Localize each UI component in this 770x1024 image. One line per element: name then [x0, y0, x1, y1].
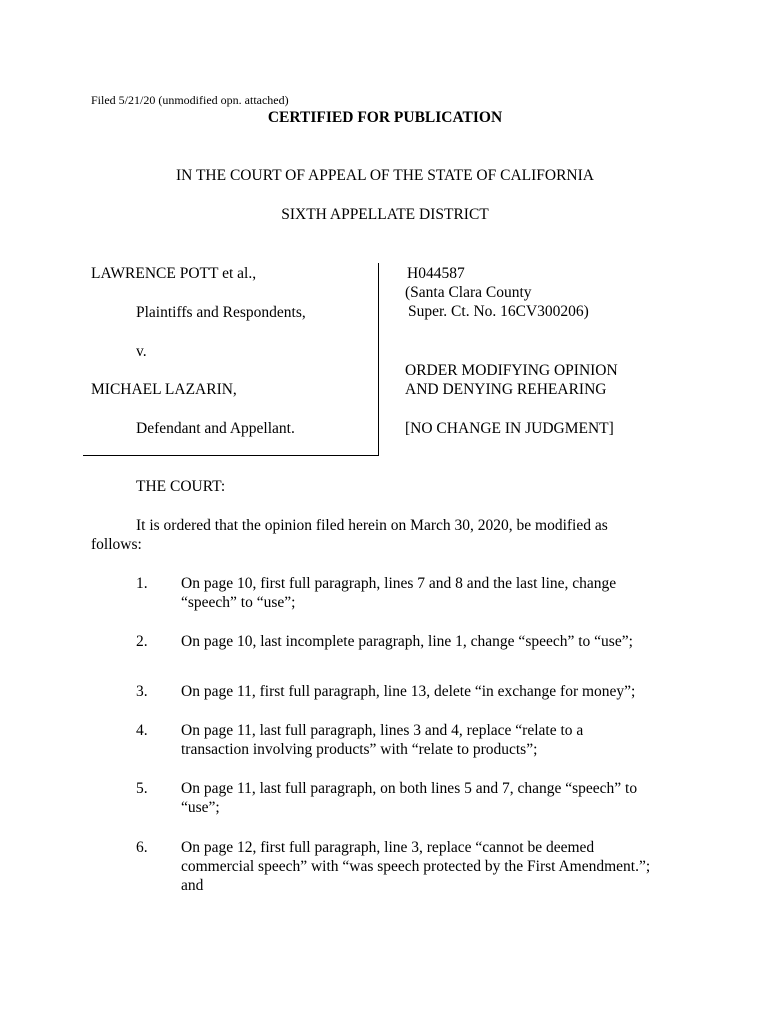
caption-horizontal-divider — [83, 455, 379, 456]
order-title-line2: AND DENYING REHEARING — [405, 381, 607, 398]
filed-note: Filed 5/21/20 (unmodified opn. attached) — [91, 93, 289, 107]
case-number: H044587 — [407, 265, 465, 282]
item-text: On page 11, last full paragraph, on both lines 5 and 7, change “speech” to “use”; — [181, 780, 638, 816]
plaintiff-name: LAWRENCE POTT et al., — [91, 265, 257, 282]
item-text: On page 12, first full paragraph, line 3, replace “cannot be deemed commercial speech” with “was speech protected by the First Amendment.”; and — [181, 839, 651, 894]
district-name: SIXTH APPELLATE DISTRICT — [281, 206, 489, 223]
item-text: On page 11, last full paragraph, lines 3 and 4, replace “relate to a transaction involving products” with “relate to products”; — [181, 722, 584, 758]
defendant-role: Defendant and Appellant. — [136, 420, 295, 437]
caption-vertical-divider — [378, 263, 379, 455]
item-text: On page 10, last incomplete paragraph, line 1, change “speech” to “use”; — [181, 633, 633, 650]
item-text: On page 10, first full paragraph, lines 7 and 8 and the last line, change “speech” to “use”; — [181, 575, 617, 611]
certified-heading: CERTIFIED FOR PUBLICATION — [267, 109, 503, 126]
item-number: 6. — [136, 839, 148, 856]
defendant-name: MICHAEL LAZARIN, — [91, 381, 237, 398]
salutation: THE COURT: — [136, 478, 226, 495]
judgment-note: [NO CHANGE IN JUDGMENT] — [405, 420, 614, 437]
item-number: 5. — [136, 780, 148, 797]
court-name: IN THE COURT OF APPEAL OF THE STATE OF CALIFORNIA — [176, 167, 594, 184]
superior-court-number: Super. Ct. No. 16CV300206) — [408, 303, 589, 320]
item-number: 1. — [136, 575, 148, 592]
county: (Santa Clara County — [405, 284, 532, 301]
plaintiff-role: Plaintiffs and Respondents, — [136, 304, 306, 321]
item-number: 2. — [136, 633, 148, 650]
versus: v. — [136, 343, 147, 360]
item-number: 3. — [136, 683, 148, 700]
order-title-line1: ORDER MODIFYING OPINION — [405, 362, 618, 379]
item-number: 4. — [136, 722, 148, 739]
item-text: On page 11, first full paragraph, line 13, delete “in exchange for money”; — [181, 683, 636, 700]
intro-line2: follows: — [91, 536, 142, 553]
intro-line1: It is ordered that the opinion filed herein on March 30, 2020, be modified as — [136, 517, 608, 534]
